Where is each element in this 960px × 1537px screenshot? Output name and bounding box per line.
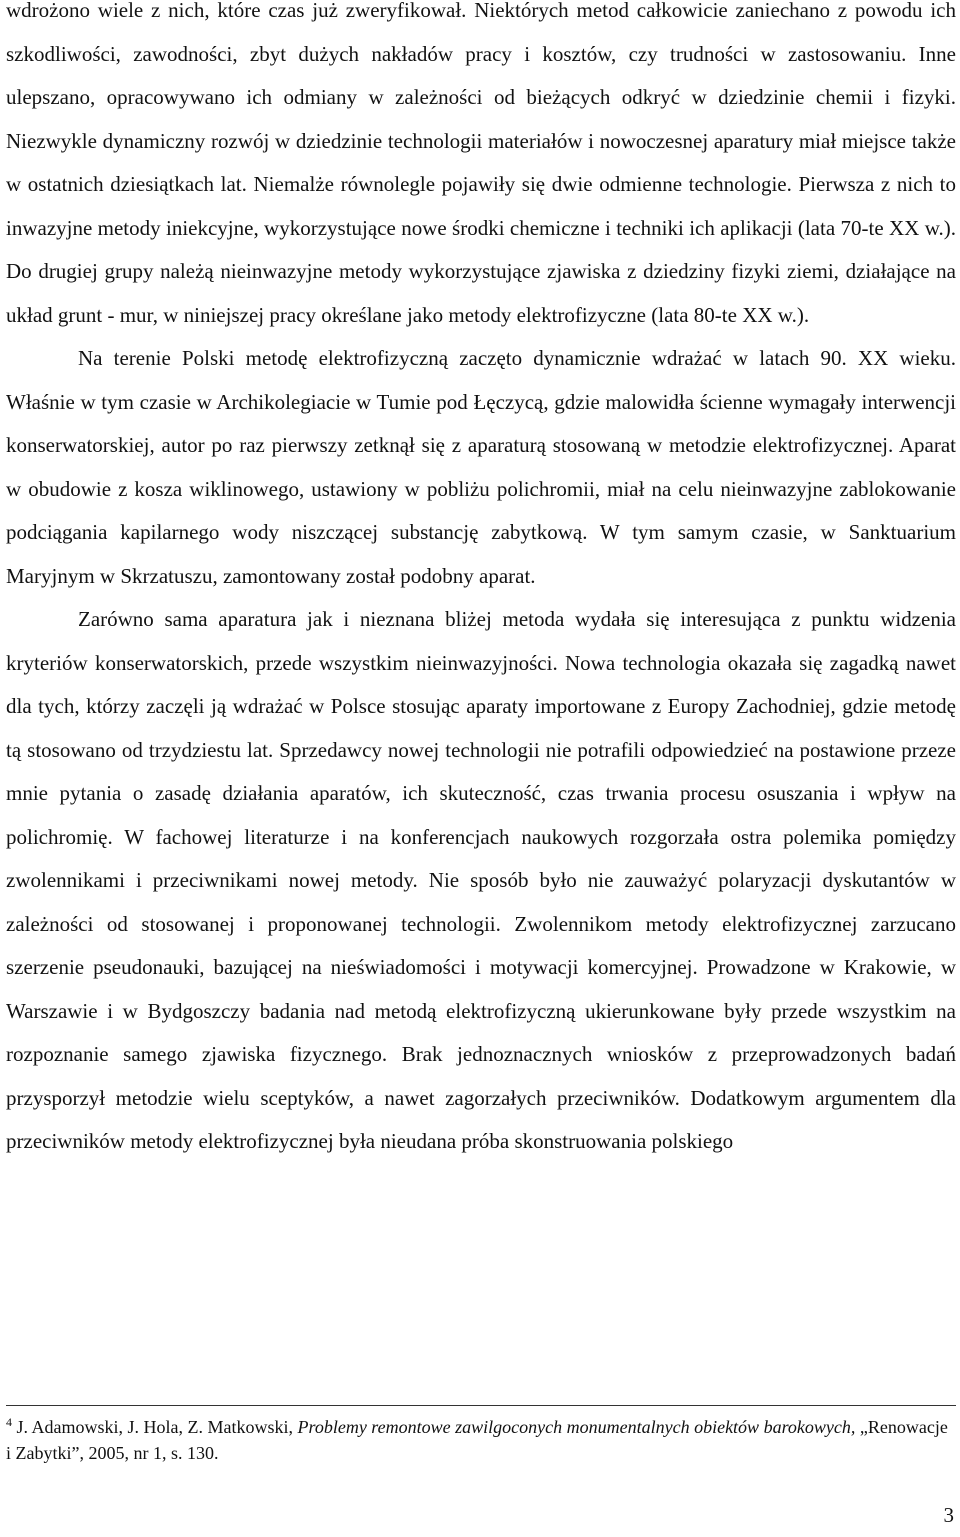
paragraph-3: Zarówno sama aparatura jak i nieznana bliżej metoda wydała się interesująca z punktu widzenia kryteriów konserwatorskich, przede wszystkim nieinwazyjności. Nowa technologia okazała się zagadką nawet dla tych, którzy zaczęli ją wdrażać w Polsce stosując aparaty importowane z Europy Zachodniej, gdzie metodę tą stosowano od trzydziestu lat. Sprzedawcy nowej technologii nie potrafili odpowiedzieć na postawione przeze mnie pytania o zasadę działania aparatów, ich skuteczność, czas trwania procesu osuszania i wpływ na polichromię. W fachowej literaturze i na konferencjach naukowych rozgorzała ostra polemika pomiędzy zwolennikami i przeciwnikami nowej metody. Nie sposób było nie zauważyć polaryzacji dyskutantów w zależności od stosowanej i proponowanej technologii. Zwolennikom metody elektrofizycznej zarzucano szerzenie pseudonauki, bazującej na nieświadomości i motywacji komercyjnej. Prowadzone w Krakowie, w Warszawie i w Bydgoszczy badania nad metodą elektrofizyczną ukierunkowane były przede wszystkim na rozpoznanie samego zjawiska fizycznego. Brak jednoznacznych wniosków z przeprowadzonych badań przysporzył metodzie wielu sceptyków, a nawet zagorzałych przeciwników. Dodatkowym argumentem dla przeciwników metody elektrofizycznej była nieudana próba skonstruowania polskiego — [6, 607, 956, 1153]
footnote — [6, 1414, 956, 1466]
footnote-divider — [6, 1405, 956, 1406]
footnote-number: 4 — [6, 1415, 12, 1429]
footnote-authors: J. Adamowski, J. Hola, Z. Matkowski, — [12, 1417, 298, 1437]
main-text — [6, 0, 956, 1164]
footnote-title: Problemy remontowe zawilgoconych monumentalnych obiektów barokowych, — [297, 1417, 856, 1437]
page-number: 3 — [943, 1503, 954, 1527]
paragraph-1: wdrożono wiele z nich, które czas już zweryfikował. Niektórych metod całkowicie zaniechano z powodu ich szkodliwości, zawodności, zbyt dużych nakładów pracy i kosztów, czy trudności w zastosowaniu. Inne ulepszano, opracowywano ich odmiany w zależności od bieżących odkryć w dziedzinie chemii i fizyki. Niezwykle dynamiczny rozwój w dziedzinie technologii materiałów i nowoczesnej aparatury miał miejsce także w ostatnich dziesiątkach lat. Niemalże równolegle pojawiły się dwie odmienne technologie. Pierwsza z nich to inwazyjne metody iniekcyjne, wykorzystujące nowe środki chemiczne i techniki ich aplikacji (lata 70-te XX w.). Do drugiej grupy należą nieinwazyjne metody wykorzystujące zjawiska z dziedziny fizyki ziemi, działające na układ grunt - mur, w niniejszej pracy określane jako metody elektrofizyczne (lata 80-te XX w.). — [6, 0, 956, 327]
footnote-source: „Renowacje i Zabytki”, 2005, nr 1, s. 130. — [6, 1417, 948, 1463]
paragraph-2: Na terenie Polski metodę elektrofizyczną zaczęto dynamicznie wdrażać w latach 90. XX wieku. Właśnie w tym czasie w Archikolegiacie w Tumie pod Łęczycą, gdzie malowidła ścienne wymagały interwencji konserwatorskiej, autor po raz pierwszy zetknął się z aparaturą stosowaną w metodzie elektrofizycznej. Aparat w obudowie z kosza wiklinowego, ustawiony w pobliżu polichromii, miał na celu nieinwazyjne zablokowanie podciągania kapilarnego wody niszczącej substancję zabytkową. W tym samym czasie, w Sanktuarium Maryjnym w Skrzatuszu, zamontowany został podobny aparat. — [6, 346, 956, 588]
page-body — [6, 0, 956, 1164]
